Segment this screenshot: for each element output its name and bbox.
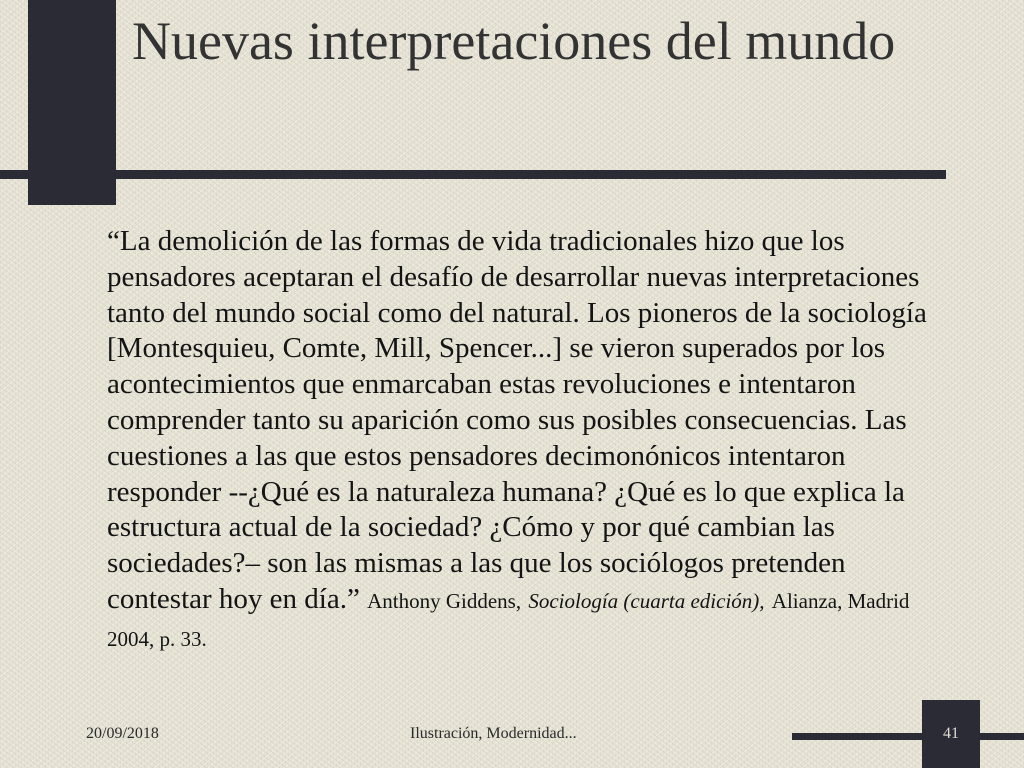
slide-number: 41 <box>943 725 959 742</box>
quote-paragraph <box>107 224 937 658</box>
citation-author: Anthony Giddens, <box>367 588 522 613</box>
footer-rule <box>792 733 1024 740</box>
title-rule <box>0 170 946 179</box>
footer-date: 20/09/2018 <box>86 725 159 742</box>
citation-publisher: Alianza, Madrid 2004, p. 33. <box>107 588 910 651</box>
citation-work: Sociología (cuarta edición), <box>528 588 765 613</box>
footer-title: Ilustración, Modernidad... <box>410 725 577 742</box>
quote-text: “La demolición de las formas de vida tradicionales hizo que los pensadores aceptaran el desafío de desarrollar nuevas interpretaciones tanto del mundo social como del natural. Los pioneros de la sociología [Montesquieu, Comte, Mill, Spencer...] se vieron superados por los acontecimientos que enmarcaban estas revoluciones e intentaron comprender tanto su aparición como sus posibles consecuencias. Las cuestiones a las que estos pensadores decimonónicos intentaron responder --¿Qué es la naturaleza humana? ¿Qué es lo que explica la estructura actual de la sociedad? ¿Cómo y por qué cambian las sociedades?– son las mismas a las que los sociólogos pretenden contestar hoy en día.” <box>107 225 927 615</box>
slide-title: Nuevas interpretaciones del mundo <box>132 11 896 71</box>
